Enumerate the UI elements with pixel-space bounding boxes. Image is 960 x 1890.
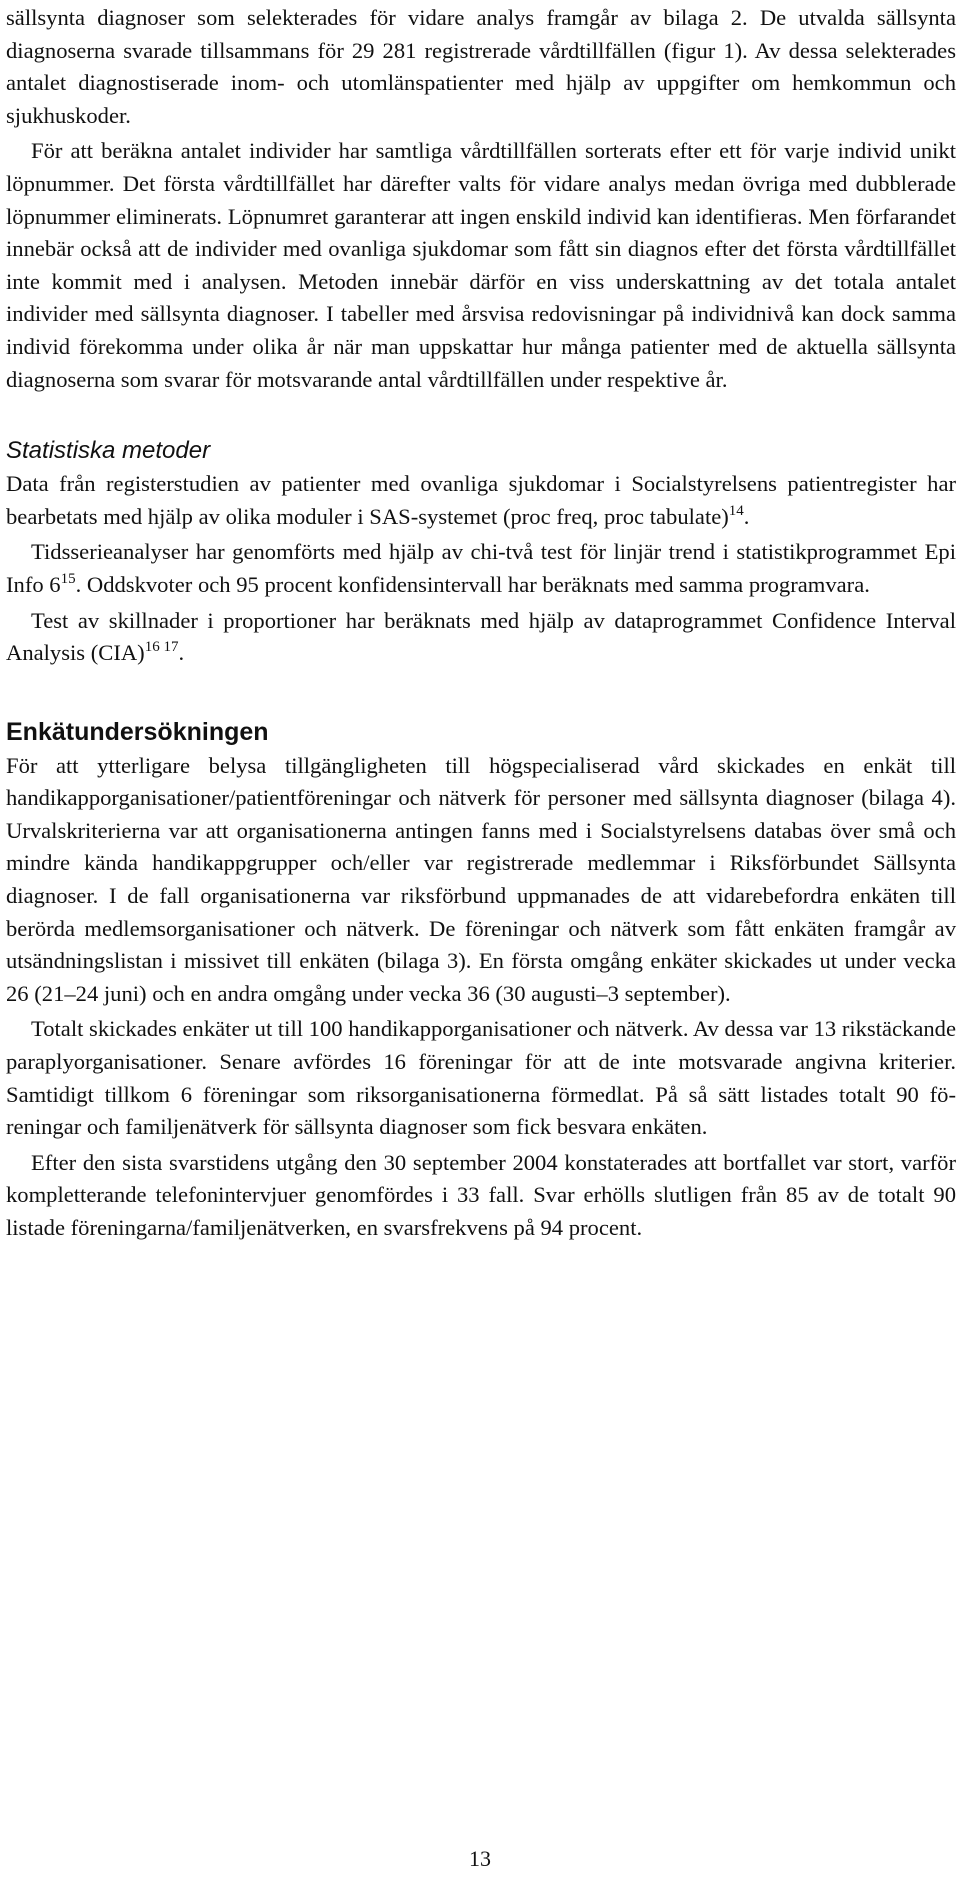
reference-14: 14 xyxy=(728,502,744,519)
statistics-p2-text-b: . Oddskvoter och 95 procent konfidensintervall har beräknats med samma programvara. xyxy=(75,571,870,597)
reference-15: 15 xyxy=(60,570,76,587)
page-content xyxy=(6,0,956,1245)
statistics-p3-text: Test av skillnader i proportioner har beräknats med hjälp av dataprogrammet Confidence Interval Analysis (CIA) xyxy=(6,607,956,666)
survey-heading: Enkätundersökningen xyxy=(6,717,269,746)
intro-paragraph-1: sällsynta diagnoser som selekterades för vidare analys framgår av bilaga 2. De utvalda sällsynta diagnoserna svarade tillsammans för 29 281 registrerade vårdtillfällen (figur 1). Av dessa selekterades antalet diagnostiserade inom- och utomlänspatienter med hjälp av uppgifter om hemkommun och sjukhuskoder. xyxy=(6,5,956,128)
survey-paragraph-3: Efter den sista svarstidens utgång den 30 september 2004 konstaterades att bortfallet var stort, varför kompletterande telefonintervjuer genomfördes i 33 fall. Svar erhölls slutligen från 85 av de totalt 90 listade föreningarna/familjenätverken, en svarsfrekvens på 94 procent. xyxy=(6,1149,956,1240)
statistics-heading: Statistiska metoder xyxy=(6,437,211,465)
statistics-paragraph-1 xyxy=(6,468,956,533)
statistics-p3-end: . xyxy=(178,640,185,666)
statistics-p1-end: . xyxy=(743,503,750,529)
statistics-p1-text: Data från registerstudien av patienter med ovanliga sjukdomar i Socialstyrelsens patientregister har bearbetats med hjälp av olika moduler i SAS-systemet (proc freq, proc tabulate) xyxy=(6,471,956,529)
reference-16-17: 16 17 xyxy=(144,639,179,656)
survey-paragraph-1: För att ytterligare belysa tillgängligheten till högspecialiserad vård skickades en enkät till handikapporganisationer/patientföreningar och nätverk för personer med sällsynta diagnoser (bilaga 4). Urvalskriterierna var att organisationerna antingen fanns med i Socialstyrelsens databas över små och mindre kända handikappgrupper och/eller var registrerade medlemmar i Riksförbundet Sällsynta diagnoser. I de fall organisationerna var riksförbund uppmanades de att vidarebefordra enkäten till berörda medlemsorganisationer och nätverk. De föreningar och nätverk som fått enkäten framgår av utsändningslistan i missivet till enkäten (bilaga 3). En första omgång enkäter skickades ut under vecka 26 (21–24 juni) och en andra omgång under vecka 36 (30 augusti–3 september). xyxy=(6,752,956,1006)
page-number: 13 xyxy=(469,1846,491,1871)
intro-paragraph-2: För att beräkna antalet individer har samtliga vårdtillfällen sorterats efter ett för varje individ unikt löpnummer. Det första vårdtillfället har därefter valts för vidare analys medan övriga med dubblerade löpnummer eliminerats. Löpnumret garanterar att ingen enskild individ kan identifieras. Men förfarandet innebär också att de individer med ovanliga sjukdomar som fått sin diagnos efter det första vårdtillfället inte kommit med i analysen. Metoden innebär därför en viss underskattning av det totala antalet individer med sällsynta diagnoser. I tabeller med årsvisa redovisningar på individnivå kan dock samma individ förekomma under olika år när man uppskattar hur många patienter med de aktuella sällsynta diagnoserna som svarar för motsvarande antal vårdtillfällen under respektive år. xyxy=(6,138,956,392)
survey-paragraph-2: Totalt skickades enkäter ut till 100 handikapporganisationer och nätverk. Av dessa var 13 rikstäckande paraplyorganisationer. Senare avfördes 16 föreningar för att de inte motsvarade angivna kriterier. Samtidigt tillkom 6 föreningar som riksorganisationerna förmedlat. På så sätt listades totalt 90 föreningar och familjenätverk för sällsynta diagnoser som fick besvara enkäten. xyxy=(6,1016,956,1140)
statistics-paragraph-3 xyxy=(6,605,956,670)
statistics-paragraph-2 xyxy=(6,536,956,601)
statistics-p2-text-a: Tidsserieanalyser har genomförts med hjälp av chi-två test för linjär trend i statistikprogrammet Epi Info 6 xyxy=(6,539,956,597)
